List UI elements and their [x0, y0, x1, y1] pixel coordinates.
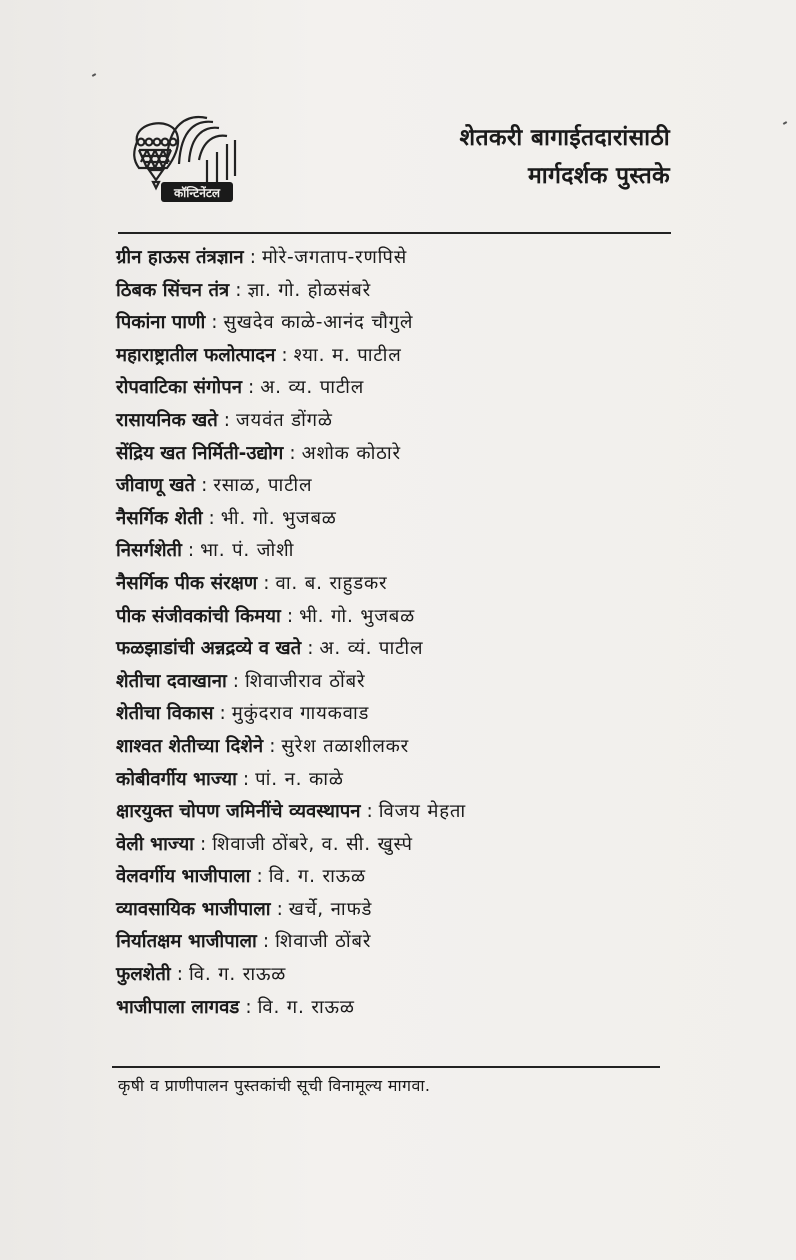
book-author: मोरे-जगताप-रणपिसे [261, 247, 408, 268]
paper-speck [783, 121, 787, 125]
book-author: भी. गो. भुजबळ [299, 605, 415, 627]
book-title: शेतीचा विकास [116, 703, 214, 725]
top-divider [118, 232, 671, 234]
book-list-item [116, 926, 676, 959]
book-list-item [116, 568, 676, 601]
title-author-separator: : [235, 279, 242, 301]
book-list-item [116, 372, 676, 405]
book-list-item [116, 405, 676, 438]
book-list-item [116, 438, 676, 471]
book-title: निसर्गशेती [116, 540, 182, 562]
book-author: सुखदेव काळे-आनंद चौगुले [223, 312, 414, 334]
title-author-separator: : [223, 409, 231, 431]
logo-wordmark: कॉन्टिनेंटल [173, 186, 221, 200]
title-author-separator: : [219, 703, 226, 725]
book-author: शिवाजी ठोंबरे, व. सी. खुस्पे [212, 833, 413, 855]
book-list-item [116, 242, 676, 275]
book-list-item [116, 633, 676, 666]
book-list-item [116, 307, 676, 340]
book-list-item [116, 503, 676, 536]
book-author: अ. व्यं. पाटील [319, 638, 424, 660]
book-list-item [116, 829, 676, 862]
book-title: पिकांना पाणी [116, 312, 206, 334]
title-author-separator: : [187, 540, 195, 562]
catalog-note: कृषी व प्राणीपालन पुस्तकांची सूची विनामूल्य मागवा. [118, 1076, 431, 1095]
book-list-item [116, 666, 676, 699]
book-list-item [116, 275, 676, 308]
book-title: जीवाणू खते [116, 475, 196, 497]
book-author: खर्चे, नाफडे [288, 898, 373, 920]
publisher-logo [127, 112, 249, 208]
title-author-separator: : [286, 605, 294, 627]
book-author: अ. व्य. पाटील [260, 377, 365, 399]
book-author: पां. न. काळे [255, 768, 344, 790]
title-author-separator: : [307, 638, 314, 660]
heading-line-2: मार्गदर्शक पुस्तके [528, 162, 670, 189]
title-author-separator: : [199, 833, 207, 855]
book-title: शाश्वत शेतीच्या दिशेने [116, 735, 264, 757]
book-author: अशोक कोठारे [301, 442, 401, 464]
title-author-separator: : [281, 344, 288, 366]
book-author: शिवाजी ठोंबरे [275, 931, 372, 953]
book-author: सुरेश तळाशीलकर [281, 735, 410, 757]
book-title: भाजीपाला लागवड [116, 996, 240, 1018]
book-list-item [116, 764, 676, 797]
book-title: रोपवाटिका संगोपन [116, 377, 242, 399]
book-author: वा. ब. राहुडकर [275, 572, 388, 594]
book-title: नैसर्गिक पीक संरक्षण [116, 572, 258, 594]
bell-pattern-logo-icon [127, 112, 249, 208]
book-title: ग्रीन हाऊस तंत्रज्ञान [116, 247, 244, 268]
title-author-separator: : [289, 442, 296, 464]
book-author: भी. गो. भुजबळ [220, 507, 337, 529]
book-list-item [116, 796, 676, 829]
title-author-separator: : [245, 996, 252, 1018]
title-author-separator: : [263, 572, 270, 594]
book-title: व्यावसायिक भाजीपाला [116, 898, 271, 920]
book-list-item [116, 731, 676, 764]
title-author-separator: : [256, 866, 263, 888]
book-author: श्या. म. पाटील [293, 344, 402, 366]
book-author: मुकुंदराव गायकवाड [231, 703, 370, 725]
book-author: जयवंत डोंगळे [236, 409, 333, 431]
book-title: वेली भाज्या [116, 833, 194, 855]
title-author-separator: : [276, 898, 283, 920]
book-list-item [116, 959, 676, 992]
book-title: कोबीवर्गीय भाज्या [116, 768, 237, 790]
title-author-separator: : [242, 768, 250, 790]
title-author-separator: : [232, 670, 240, 692]
book-list-item [116, 894, 676, 927]
title-author-separator: : [208, 507, 215, 529]
book-author: रसाळ, पाटील [213, 475, 313, 497]
book-title: क्षारयुक्त चोपण जमिनींचे व्यवस्थापन [116, 801, 361, 823]
book-title: वेलवर्गीय भाजीपाला [116, 866, 251, 888]
book-author: वि. ग. राऊळ [268, 866, 366, 888]
book-list-item [116, 535, 676, 568]
book-list [116, 242, 676, 1024]
title-author-separator: : [249, 247, 256, 268]
book-author: विजय मेहता [378, 801, 466, 823]
title-author-separator: : [176, 964, 183, 986]
heading-line-1: शेतकरी बागाईतदारांसाठी [459, 125, 670, 151]
book-title: ठिबक सिंचन तंत्र [116, 279, 230, 301]
book-list-item [116, 861, 676, 894]
book-title: शेतीचा दवाखाना [116, 670, 227, 692]
title-author-separator: : [201, 475, 208, 497]
title-author-separator: : [366, 801, 373, 823]
book-title: सेंद्रिय खत निर्मिती-उद्योग [116, 442, 284, 464]
book-author: वि. ग. राऊळ [188, 964, 287, 986]
book-title: फळझाडांची अन्नद्रव्ये व खते [116, 638, 302, 660]
paper-speck [92, 73, 96, 77]
book-title: पीक संजीवकांची किमया [116, 605, 281, 627]
book-list-item [116, 601, 676, 634]
title-author-separator: : [262, 931, 270, 953]
cover-heading [460, 120, 670, 196]
book-title: निर्यातक्षम भाजीपाला [116, 931, 257, 953]
title-author-separator: : [248, 377, 255, 399]
book-title: रासायनिक खते [116, 409, 218, 431]
book-author: भा. पं. जोशी [200, 540, 295, 562]
book-author: शिवाजीराव ठोंबरे [245, 670, 366, 692]
book-list-item [116, 992, 676, 1025]
book-list-item [116, 470, 676, 503]
book-title: फुलशेती [116, 964, 171, 986]
book-author: ज्ञा. गो. होळसंबरे [247, 279, 371, 301]
book-title: नैसर्गिक शेती [116, 507, 203, 529]
book-list-item [116, 340, 676, 373]
bottom-divider [112, 1066, 660, 1068]
book-author: वि. ग. राऊळ [257, 996, 355, 1018]
title-author-separator: : [211, 312, 218, 334]
book-title: महाराष्ट्रातील फलोत्पादन [116, 344, 276, 366]
book-list-item [116, 698, 676, 731]
title-author-separator: : [269, 735, 276, 757]
